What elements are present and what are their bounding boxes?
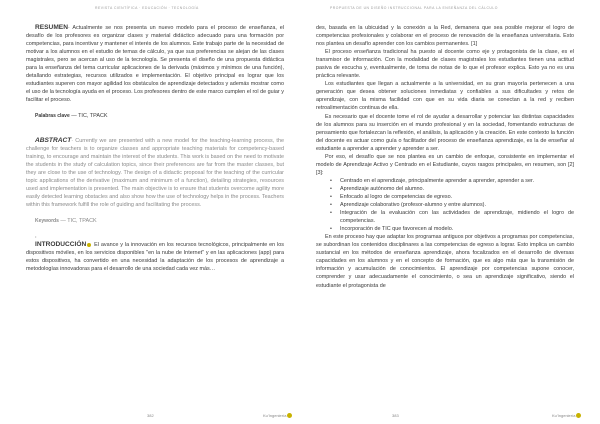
body-paragraph-2: El proceso enseñanza tradicional ha puesto al docente como eje y protagonista de la clase, es el transmisor de información. Con la modalidad de clases magistrales los estudiantes tienen una actitud pasiva de escucha y, eventualmente, de toma de notas de lo que el profesor explica. Esto ya no es una práctica relevante.: [316, 49, 574, 80]
list-item: • Incorporación de TIC que favorecen al modelo.: [340, 225, 574, 233]
abstract-label: ABSTRACT: [35, 136, 72, 144]
keywords-label: Keywords: [35, 217, 59, 224]
palabras-body: — TIC, TPACK: [69, 113, 108, 120]
magazine-name-right: [552, 413, 581, 418]
magazine-label: Ku'Ingeniería: [552, 412, 576, 418]
introduccion-label: INTRODUCCIÓN: [35, 241, 87, 249]
spacer: [26, 121, 284, 129]
palabras-clave: [26, 112, 284, 120]
list-item: • Aprendizaje autónomo del alumno.: [340, 185, 574, 193]
introduccion-paragraph: [26, 241, 284, 273]
competencias-list: [316, 177, 574, 233]
list-item: • Centrado en el aprendizaje, principalmente aprender a aprender, aprender a ser.: [340, 177, 574, 185]
spacer: [26, 225, 284, 233]
magazine-name-left: [263, 413, 292, 418]
body-paragraph-5: Por eso, el desafío que se nos plantea es un cambio de enfoque, consistente en implementar el modelo de Aprendizaje Activo y Centrado en el Estudiante, cuyos rasgos principales, en resumen, son [2] [3]:: [316, 153, 574, 176]
abstract-body: · Currently we are presented with a new model for the teaching-learning process, the challenge for teachers is to organize classes and appropriate teaching materials for competency-based training, to encourage and maintain the interest of the students. This work is based on the need to motivate the students in the study of calculation topics, since their preferences are far from the master classes, but they are close to the use of technology. The design of a didactic proposal for the teaching of the curricular topic applications of the derivative (maximum and minimum of a function), detailing strategies, resources used and implementation is presented. The main objective is to ensure that students overcome agility more easily detected learning obstacles and also show how the use of technology helps in the process. Teachers within this framework fulfill the role of guiding and facilitating the process.: [26, 137, 284, 208]
resumen-body: · Actualmente se nos presenta un nuevo modelo para el proceso de enseñanza, el desafío de los profesores es organizar clases y material didáctico adecuado para una formación por competencias, para incentivar y mantener el interés de los alumnos. Este trabajo parte de la necesidad de motivar a los alumnos en el estudio de temas de cálculo, ya que sus preferencias se alejan de las clases magistrales, pero se acercan al uso de la tecnología. Se presenta el diseño de una propuesta didáctica para la enseñanza del tema curricular aplicaciones de la derivada (máximos y mínimos de una función), detallando estrategias, recursos utilizados e implementación. El objetivo principal es lograr que los estudiantes superen con mayor agilidad los obstáculos de aprendizaje detectados y además mostrar como el uso de la tecnología ayuda en el proceso. Los profesores dentro de este marco cumplen el rol de guiar y facilitar el proceso.: [26, 25, 284, 104]
body-paragraph-3: Los estudiantes que llegan a actualmente a la universidad, en su gran mayoría pertenecen a una generación que desea obtener soluciones inmediatas y confiables a sus dificultades y retos de aprendizaje, con la misma facilidad con que en su vida diaria se conectan a la red y reciben retroalimentación continua de ella.: [316, 81, 574, 112]
left-column: [26, 24, 284, 273]
logo-icon: [287, 413, 292, 418]
running-header-right: PROPUESTA DE UN DISEÑO INSTRUCCIONAL PARA LA ENSEÑANZA DEL CÁLCULO: [330, 6, 498, 10]
page-number-right: 383: [392, 413, 399, 418]
magazine-label: Ku'Ingeniería: [263, 412, 287, 418]
palabras-label: Palabras clave: [35, 113, 70, 120]
right-column: [316, 24, 574, 290]
body-paragraph-1: des, basada en la ubicuidad y la conexión a la Red, demanera que sea posible mejorar el logro de competencias profesionales y colaborar en el proceso de renovación de la enseñanza universitaria. Esto nos plantea un desafío aprender con los cambios permanentes. [1]: [316, 25, 574, 48]
logo-icon: [576, 413, 581, 418]
running-header-left: REVISTA CIENTÍFICA · EDUCACIÓN · TECNOLOGÍA: [95, 6, 199, 10]
abstract-paragraph: [26, 137, 284, 209]
accent-dot-icon: [87, 243, 91, 247]
keywords-body: — TIC, TPACK: [58, 217, 97, 224]
spacer: [26, 209, 284, 217]
resumen-label: RESUMEN: [35, 24, 68, 31]
body-paragraph-4: Es necesario que el docente tome el rol de ayudar a desarrollar y potenciar las distintas capacidades de los alumnos para su inserción en el mundo profesional y en la sociedad, fomentando estructuras de pensamiento que fortalezcan la reflexión, el análisis, la aplicación y la creación. En este contexto la función del docente es actuar como guía o facilitador del proceso de enseñanza aprendizaje, es la de enseñar al estudiante a aprender a aprender y aprender a ser.: [316, 113, 574, 152]
resumen-paragraph: [26, 24, 284, 104]
list-item: • Enfocado al logro de competencias de egreso.: [340, 193, 574, 201]
body-paragraph-6: En este proceso hay que adaptar los programas antiguos por objetivos a programas por competencias, se subordinan los contenidos disciplinares a las competencias de egreso a lograr. Esto implica un cambio sustancial en los métodos de enseñanza aprendizaje, ahora focalizados en el desarrollo de diversas capacidades en los alumnos y en el concepto de formación, que es algo más que la transmisión de información y acumulación de conocimientos. El aprendizaje por competencias supone conocer, comprender y usar adecuadamente el conocimiento, o sea un aprendizaje significativo, siendo el estudiante el protagonista de: [316, 234, 574, 289]
keywords: [26, 217, 284, 225]
list-item: • Aprendizaje colaborativo (profesor-alumno y entre alumnos).: [340, 201, 574, 209]
separator-dot: •: [35, 233, 37, 239]
list-item: • Integración de la evaluación con las actividades de aprendizaje, midiendo el logro de competencias.: [340, 209, 574, 225]
spacer: [26, 104, 284, 112]
page-number-left: 382: [147, 413, 154, 418]
spacer: [26, 129, 284, 137]
introduccion-body: El avance y la innovación en los recursos tecnológicos, principalmente en los dispositivos móviles, en los servicios disponibles "en la nube de Internet" y en las aplicaciones (app) para estos dispositivos, ha convertido en una necesidad la adaptación de los procesos de aprendizaje a metodologías innovadoras para el desarrollo de una sociedad cada vez más…: [26, 242, 284, 273]
